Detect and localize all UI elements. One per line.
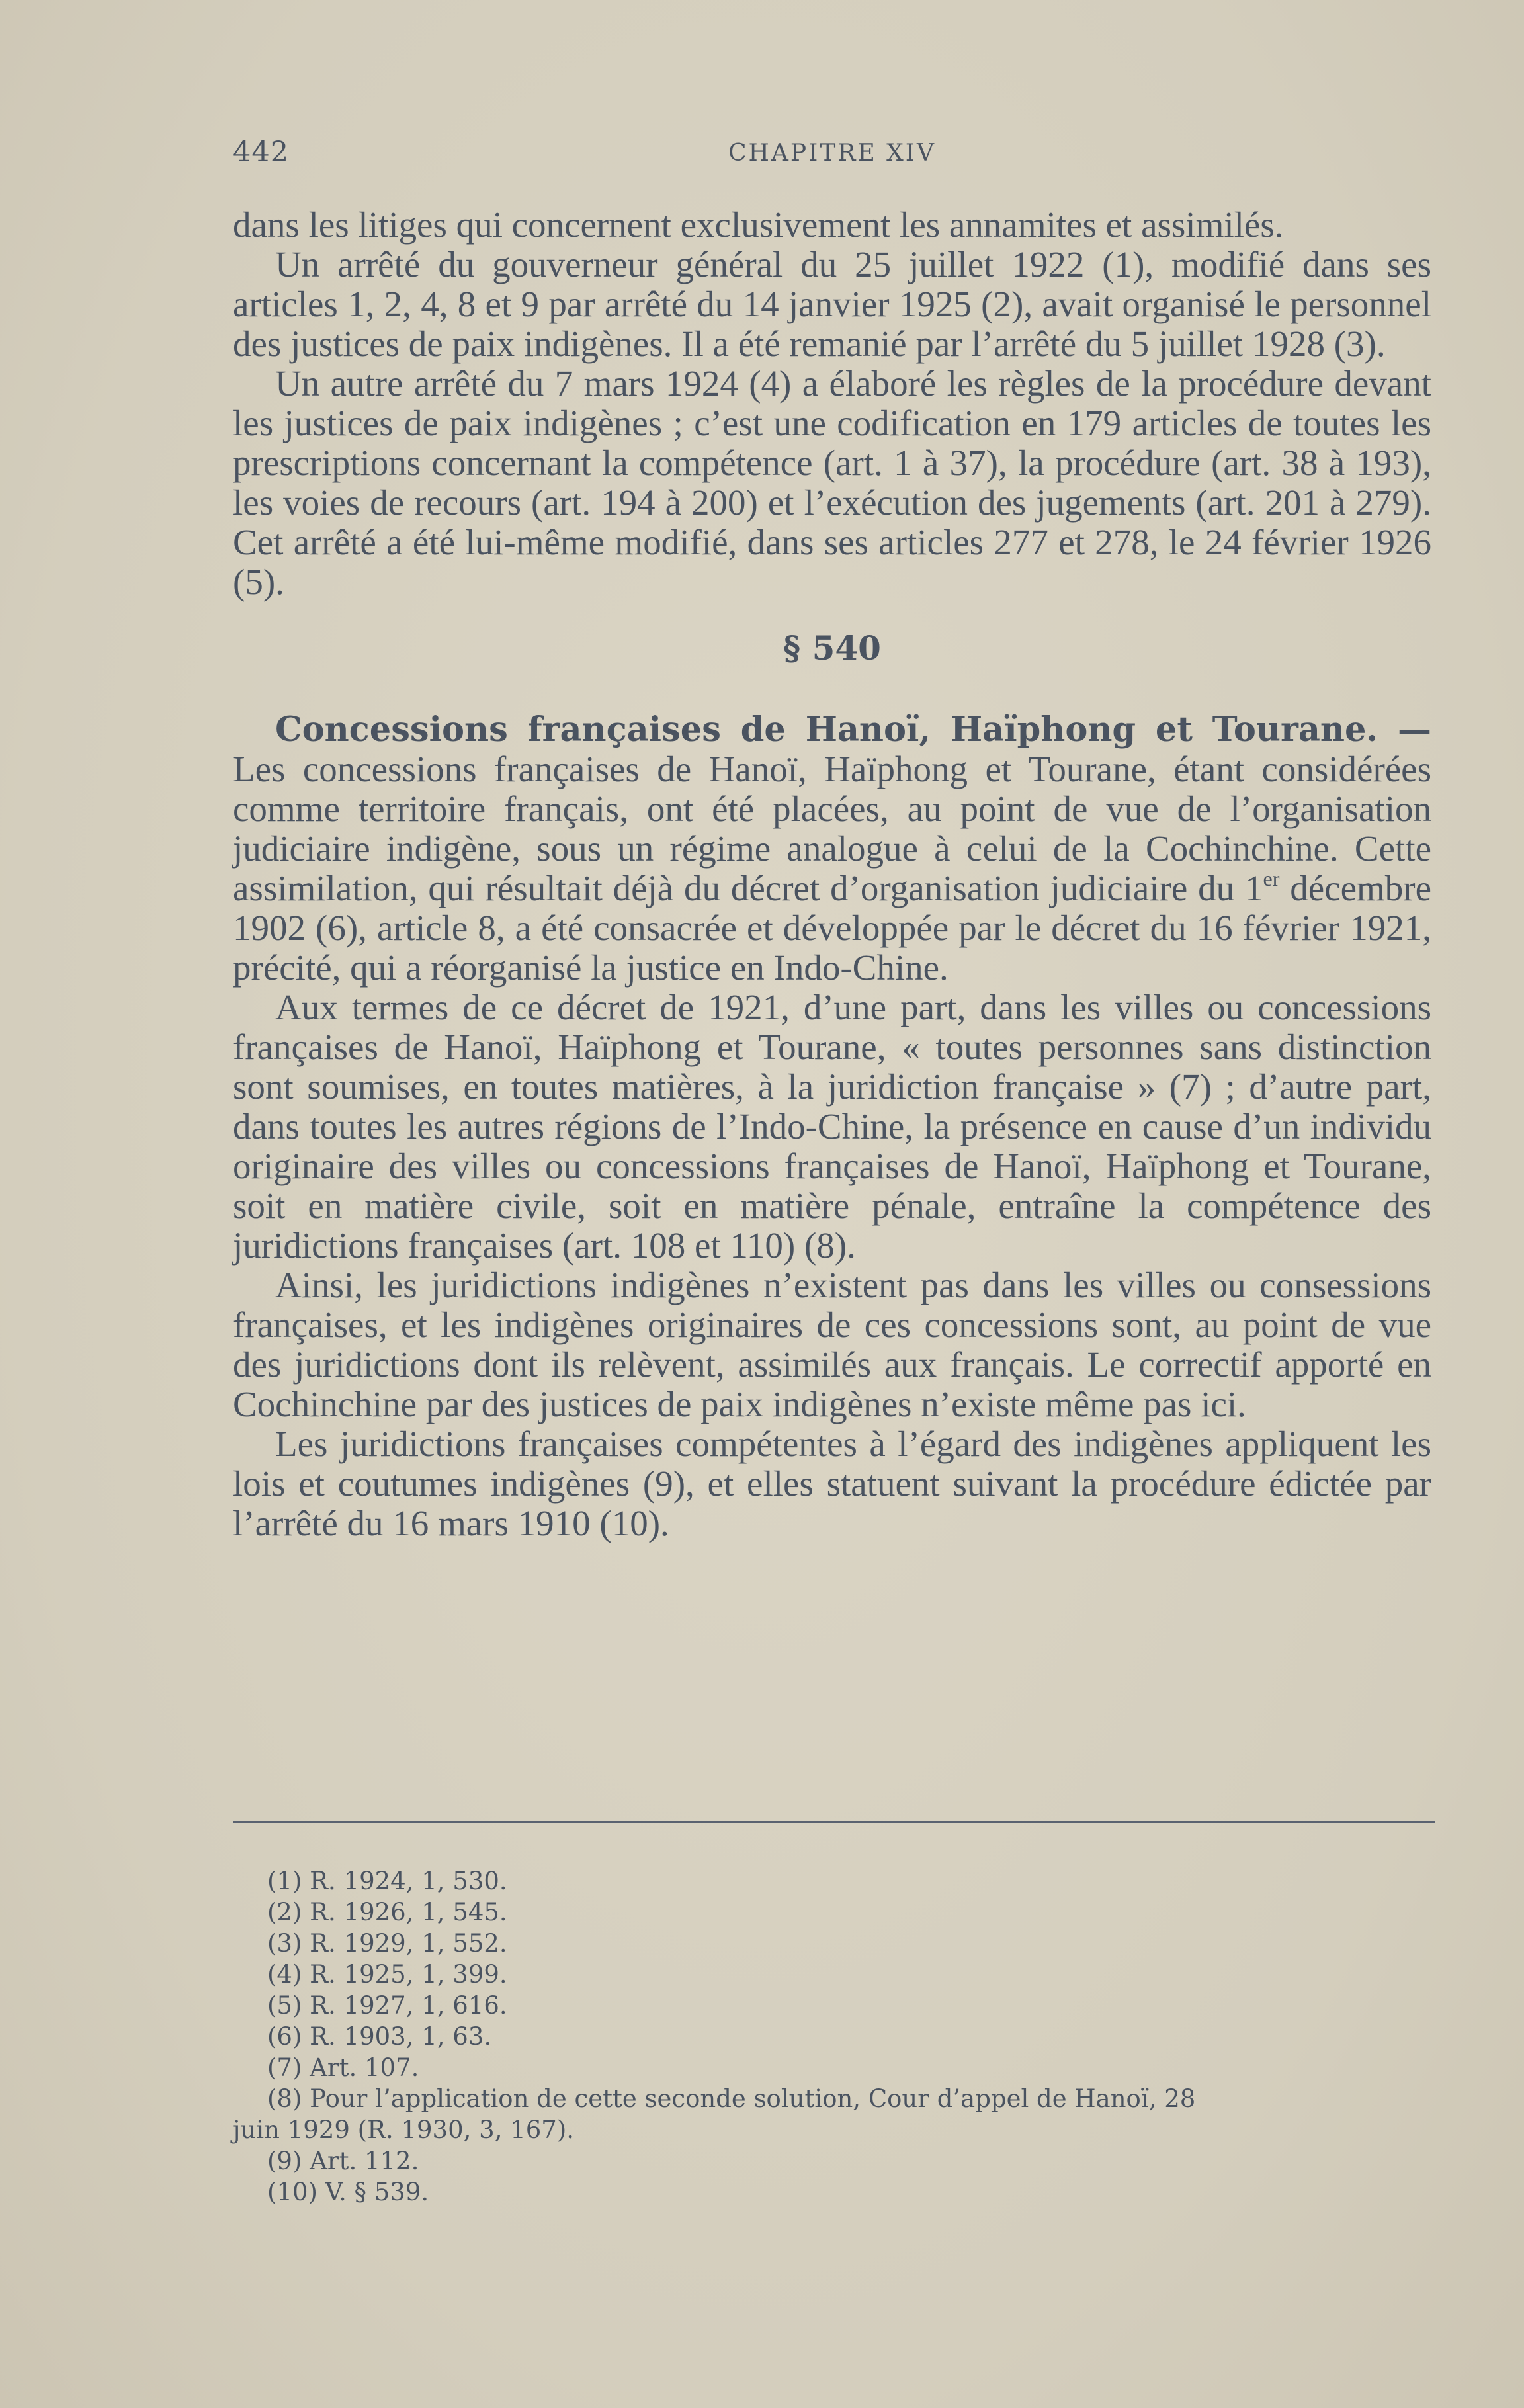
page-number: 442 (233, 136, 290, 169)
paragraph-4-text-a: Les concessions françaises de Hanoï, Haïphong et Tourane, étant considérées comme territoire français, ont été placées, au point de vue de l’organisation judiciaire indigène, sous un régime analogue à celui de la Cochinchine. Cette assimilation, qui résultait déjà du décret d’organisation judiciaire du 1 (233, 749, 1431, 908)
paragraph-1: dans les litiges qui concernent exclusivement les annamites et assimilés. (233, 204, 1284, 245)
footnote-6: (6) R. 1903, 1, 63. (267, 2022, 492, 2051)
footnote-8: (8) Pour l’application de cette seconde solution, Cour d’appel de Hanoï, 28 (267, 2085, 1196, 2113)
footnote-3: (3) R. 1929, 1, 552. (267, 1929, 507, 1957)
footnote-4: (4) R. 1925, 1, 399. (267, 1960, 507, 1989)
paragraph-4-superscript: er (1263, 867, 1280, 890)
paragraph-3: Un autre arrêté du 7 mars 1924 (4) a élaboré les règles de la procédure devant les justices de paix indigènes ; c’est une codification en 179 articles de toutes les prescriptions concernant la compétence (art. 1 à 37), la procédure (art. 38 à 193), les voies de recours (art. 194 à 200) et l’exécution des jugements (art. 201 à 279). Cet arrêté a été lui-même modifié, dans ses articles 277 et 278, le 24 février 1926 (5). (233, 363, 1431, 602)
paragraph-7: Les juridictions françaises compétentes à l’égard des indigènes appliquent les lois et coutumes indigènes (9), et elles statuent suivant la procédure édictée par l’arrêté du 16 mars 1910 (10). (233, 1424, 1431, 1543)
paragraph-5: Aux termes de ce décret de 1921, d’une part, dans les villes ou concessions françaises de Hanoï, Haïphong et Tourane, « toutes personnes sans distinction sont soumises, en toutes matières, à la juridiction française » (7) ; d’autre part, dans toutes les autres régions de l’Indo-Chine, la présence en cause d’un individu originaire des villes ou concessions françaises de Hanoï, Haïphong et Tourane, soit en matière civile, soit en matière pénale, entraîne la compétence des juridictions françaises (art. 108 et 110) (8). (233, 987, 1431, 1266)
footnote-2: (2) R. 1926, 1, 545. (267, 1898, 507, 1926)
paragraph-4 (233, 709, 1431, 988)
main-text (233, 205, 1431, 1543)
footnote-1: (1) R. 1924, 1, 530. (267, 1867, 507, 1895)
footnote-10: (10) V. § 539. (267, 2178, 429, 2206)
footnote-5: (5) R. 1927, 1, 616. (267, 1991, 507, 2020)
footnote-9: (9) Art. 112. (267, 2147, 419, 2175)
footnote-8-continuation: juin 1929 (R. 1930, 3, 167). (233, 2116, 575, 2144)
paragraph-2: Un arrêté du gouverneur général du 25 juillet 1922 (1), modifié dans ses articles 1, 2, 4, 8 et 9 par arrêté du 14 janvier 1925 (2), avait organisé le personnel des justices de paix indigènes. Il a été remanié par l’arrêté du 5 juillet 1928 (3). (233, 244, 1431, 364)
footnote-7: (7) Art. 107. (267, 2053, 419, 2082)
footnotes (233, 1866, 1435, 2208)
paragraph-4-lead: Concessions françaises de Hanoï, Haïphong et Tourane. — (275, 710, 1431, 750)
page-header (233, 136, 1431, 169)
footnote-divider (233, 1821, 1435, 1823)
paragraph-4-text-b: décembre 1902 (6), article 8, a été consacrée et développée par le décret du 16 février 1921, précité, qui a réorganisé la justice en Indo-Chine. (233, 868, 1432, 988)
paragraph-6: Ainsi, les juridictions indigènes n’existent pas dans les villes ou consessions françaises, et les indigènes originaires de ces concessions sont, au point de vue des juridictions dont ils relèvent, assimilés aux français. Le correctif apporté en Cochinchine par des justices de paix indigènes n’existe même pas ici. (233, 1265, 1431, 1424)
running-head: CHAPITRE XIV (728, 140, 937, 167)
section-heading: § 540 (783, 628, 881, 667)
